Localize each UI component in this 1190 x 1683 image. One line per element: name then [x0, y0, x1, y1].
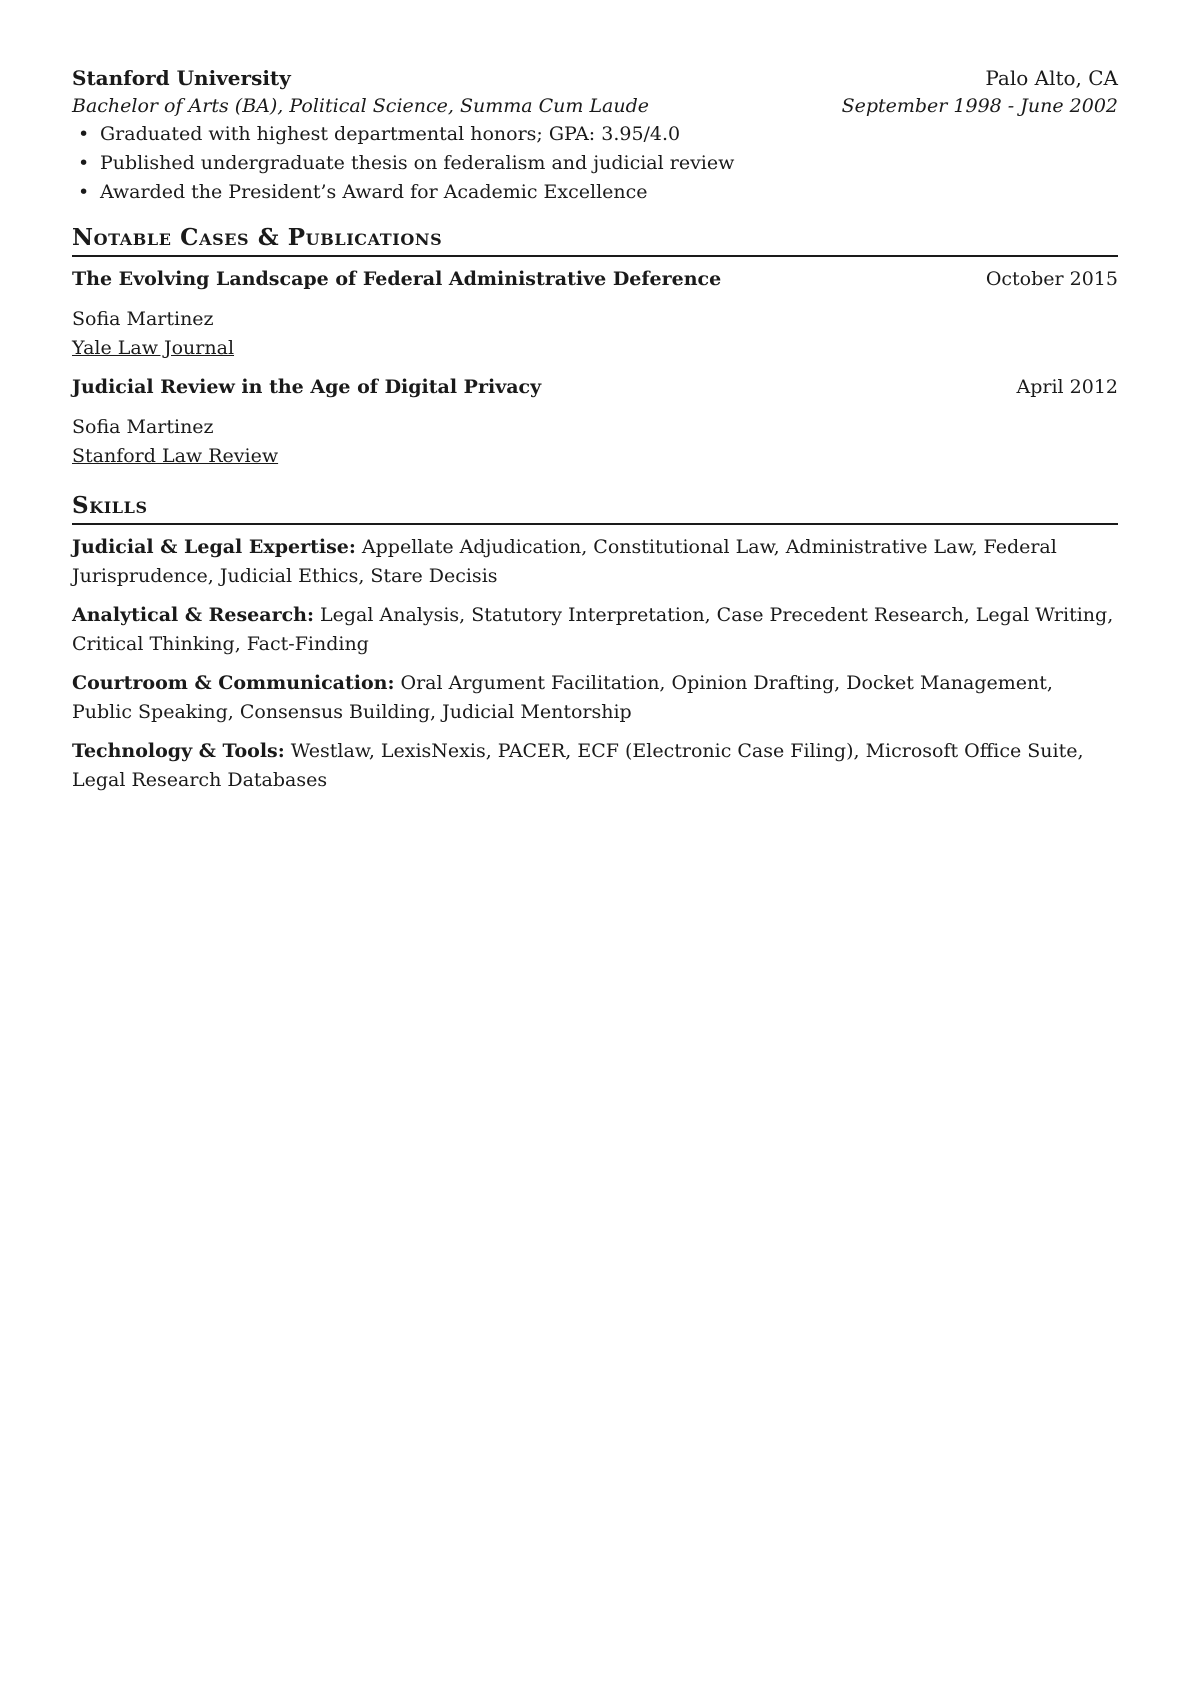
publication-entry: [72, 265, 1118, 363]
skill-category-label: Courtroom & Communication:: [72, 672, 395, 694]
skill-list: Appellate Adjudication, Constitutional Law, Administrative Law, Federal Jurisprudence, Judicial Ethics, Stare Decisis: [72, 536, 1057, 587]
education-header-row: [72, 64, 1118, 92]
degree: Bachelor of Arts (BA), Political Science, Summa Cum Laude: [72, 95, 650, 117]
skill-category-label: Analytical & Research:: [72, 604, 314, 626]
school-name: Stanford University: [72, 66, 291, 90]
bullet-icon: •: [78, 181, 90, 203]
skill-category-label: Judicial & Legal Expertise:: [72, 536, 356, 558]
publication-header-row: [72, 373, 1118, 401]
education-degree-row: [72, 92, 1118, 120]
skill-list: Westlaw, LexisNexis, PACER, ECF (Electronic Case Filing), Microsoft Office Suite, Legal Research Databases: [72, 740, 1084, 791]
resume-page: [72, 64, 1118, 795]
publication-title: The Evolving Landscape of Federal Administrative Deference: [72, 268, 722, 290]
skill-line: [72, 601, 1118, 659]
education-entry: [72, 64, 1118, 207]
section-heading-skills: Skills: [72, 491, 1118, 525]
school-location: Palo Alto, CA: [985, 66, 1118, 90]
list-item: [72, 178, 1118, 207]
publication-author: Sofia Martinez: [72, 308, 214, 330]
section-heading-publications: Notable Cases & Publications: [72, 223, 1118, 257]
skill-list: Legal Analysis, Statutory Interpretation, Case Precedent Research, Legal Writing, Critical Thinking, Fact-Finding: [72, 604, 1114, 655]
bullet-text: Graduated with highest departmental honors; GPA: 3.95/4.0: [100, 123, 681, 145]
skill-line: [72, 533, 1118, 591]
education-bullets: [72, 120, 1118, 207]
publication-date: April 2012: [1016, 376, 1118, 398]
bullet-icon: •: [78, 123, 90, 145]
publication-venue-link[interactable]: Stanford Law Review: [72, 445, 279, 467]
bullet-text: Published undergraduate thesis on federalism and judicial review: [100, 152, 735, 174]
skill-list: Oral Argument Facilitation, Opinion Drafting, Docket Management, Public Speaking, Consensus Building, Judicial Mentorship: [72, 672, 1053, 723]
education-dates: September 1998 - June 2002: [841, 95, 1118, 117]
skills-section: [72, 491, 1118, 795]
bullet-text: Awarded the President’s Award for Academic Excellence: [100, 181, 648, 203]
publication-header-row: [72, 265, 1118, 293]
publication-date: October 2015: [985, 268, 1118, 290]
list-item: [72, 120, 1118, 149]
publications-section: [72, 223, 1118, 471]
publication-author: Sofia Martinez: [72, 416, 214, 438]
bullet-icon: •: [78, 152, 90, 174]
skill-category-label: Technology & Tools:: [72, 740, 285, 762]
skill-line: [72, 669, 1118, 727]
publication-title: Judicial Review in the Age of Digital Privacy: [72, 376, 542, 398]
publication-venue-link[interactable]: Yale Law Journal: [72, 337, 235, 359]
skill-line: [72, 737, 1118, 795]
publication-entry: [72, 373, 1118, 471]
list-item: [72, 149, 1118, 178]
